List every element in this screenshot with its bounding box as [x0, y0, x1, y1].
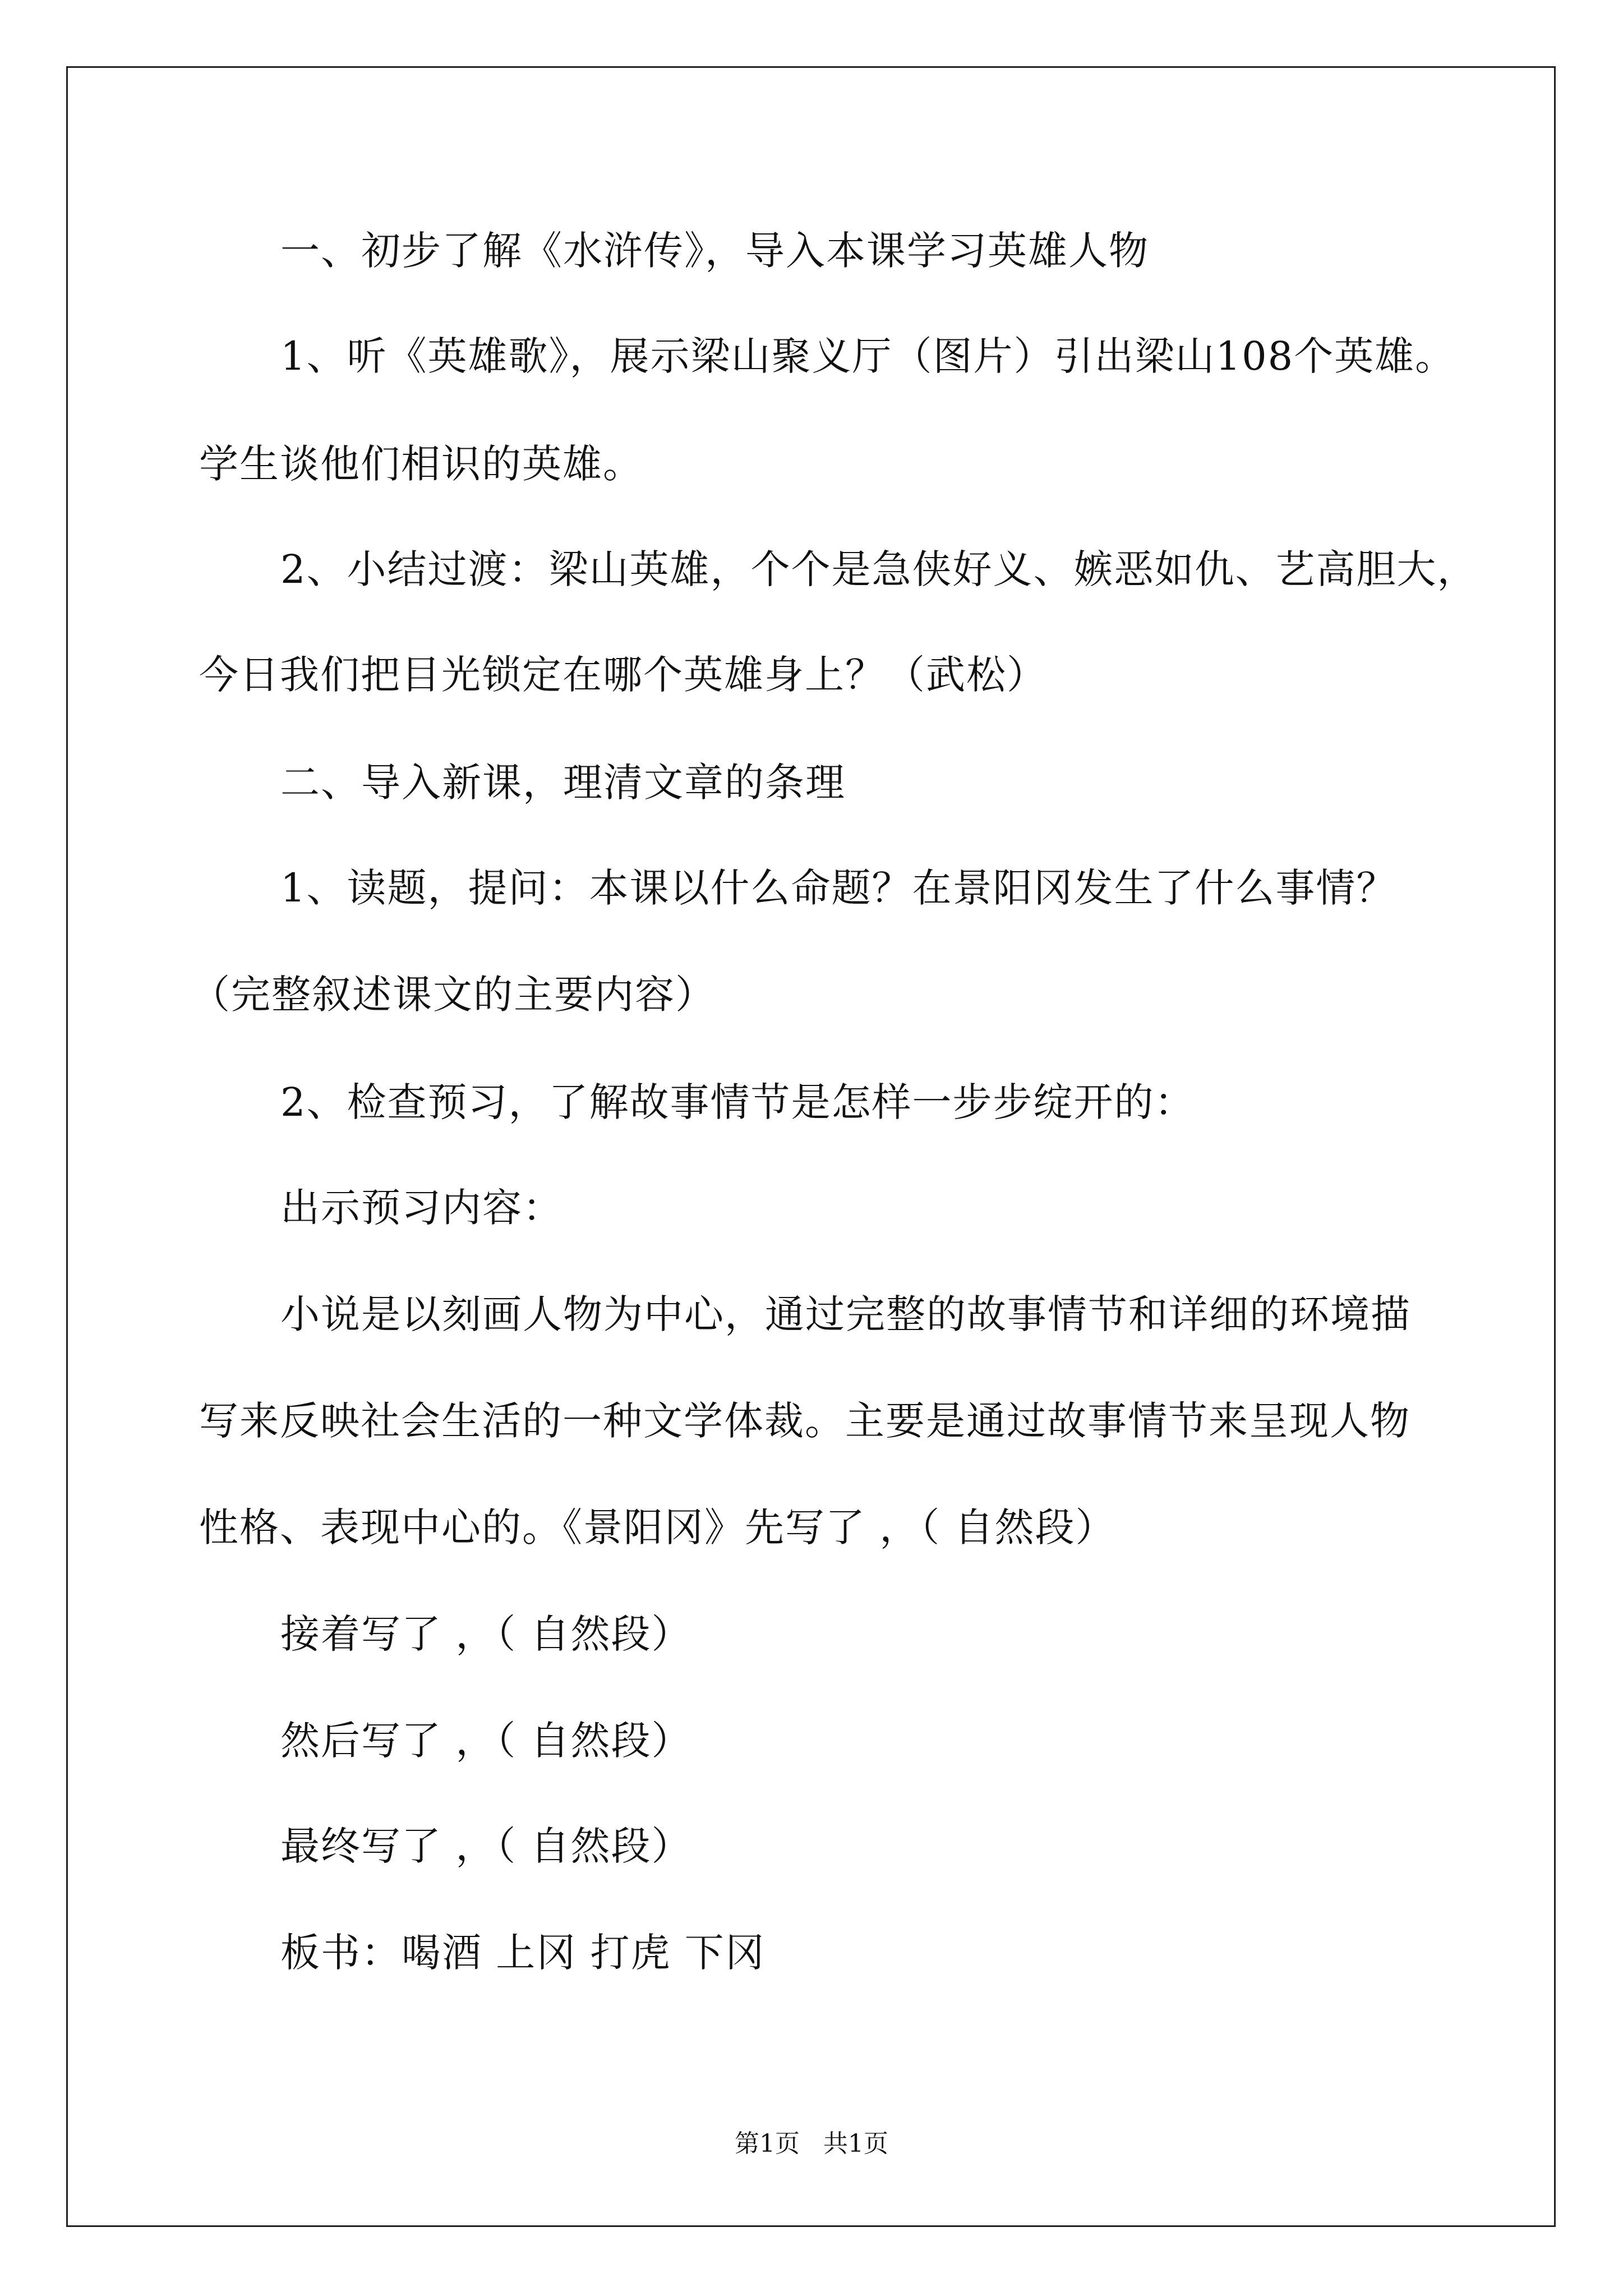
paragraph-line: 接着写了 ，（ 自然段）	[280, 1611, 692, 1657]
paragraph-line: 学生谈他们相识的英雄。	[199, 441, 643, 487]
page-number-footer: 第1页 共1页	[735, 2129, 888, 2158]
paragraph-line: 然后写了 ，（ 自然段）	[280, 1718, 692, 1764]
paragraph-line: 今日我们把目光锁定在哪个英雄身上？（武松）	[199, 652, 1047, 698]
blackboard-summary: 板书：喝酒 上冈 打虎 下冈	[280, 1930, 766, 1976]
paragraph-line: 写来反映社会生活的一种文学体裁。主要是通过故事情节来呈现人物	[199, 1398, 1410, 1444]
paragraph-line: 小说是以刻画人物为中心，通过完整的故事情节和详细的环境描	[280, 1291, 1411, 1337]
paragraph-line: 性格、表现中心的。《景阳冈》先写了 ，（ 自然段）	[199, 1504, 1116, 1550]
section-heading-2: 二、导入新课，理清文章的条理	[280, 760, 846, 806]
paragraph-line: 1、读题，提问：本课以什么命题？在景阳冈发生了什么事情？	[280, 865, 1397, 911]
paragraph-line: （完整叙述课文的主要内容）	[191, 972, 716, 1018]
paragraph-line: 1、听《英雄歌》，展示梁山聚义厅（图片）引出梁山108个英雄。	[280, 333, 1456, 379]
paragraph-line: 出示预习内容：	[280, 1185, 563, 1231]
paragraph-line: 最终写了 ，（ 自然段）	[280, 1823, 692, 1869]
paragraph-line: 2、检查预习，了解故事情节是怎样一步步绽开的：	[280, 1079, 1195, 1125]
paragraph-line: 2、小结过渡：梁山英雄，个个是急侠好义、嫉恶如仇、艺高胆大，	[280, 546, 1478, 592]
page-border	[66, 66, 1556, 2227]
section-heading-1: 一、初步了解《水浒传》，导入本课学习英雄人物	[280, 228, 1149, 274]
